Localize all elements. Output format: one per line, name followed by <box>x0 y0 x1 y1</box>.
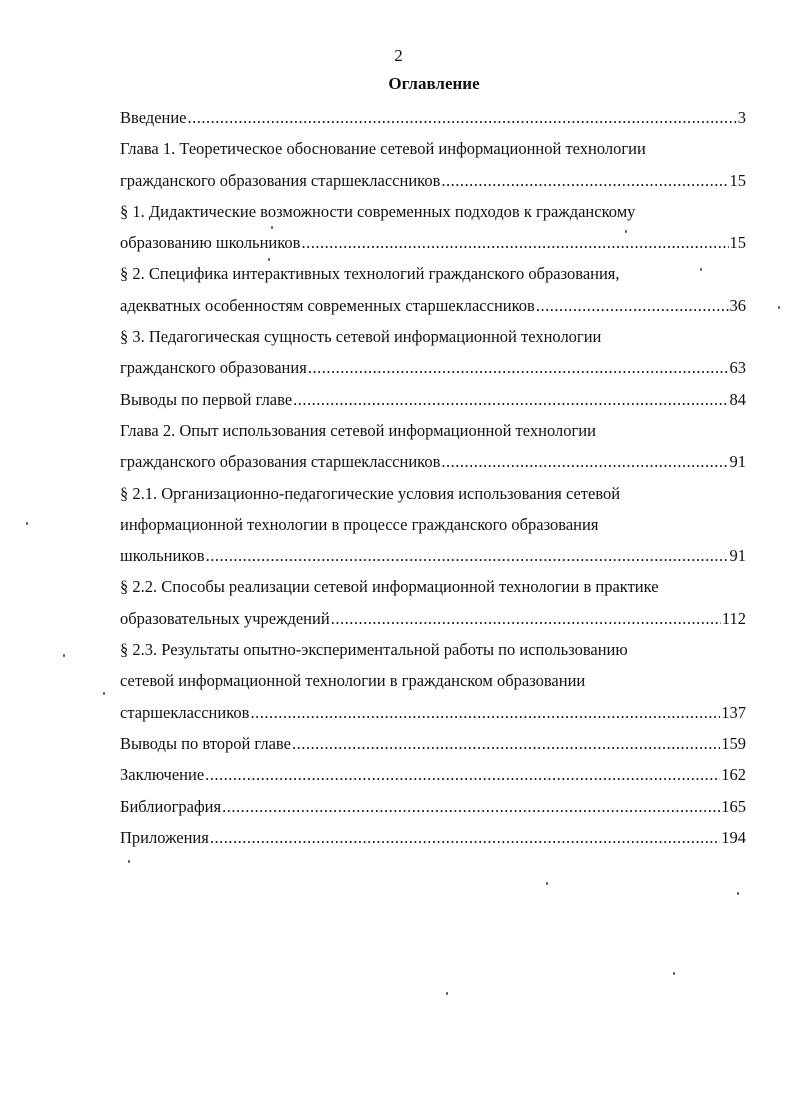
toc-entry-title: Библиография <box>120 796 222 816</box>
scan-speck <box>103 692 105 695</box>
toc-dot-leader <box>301 227 728 258</box>
scan-speck <box>128 860 130 863</box>
toc-entry <box>120 603 746 634</box>
toc-entry <box>120 102 746 133</box>
toc-entry-page: 137 <box>721 702 746 722</box>
toc-entry-page: 15 <box>729 170 746 190</box>
toc-dot-leader <box>441 165 728 196</box>
toc-entry <box>120 165 746 196</box>
toc-entry-title: гражданского образования <box>120 358 307 378</box>
toc-entry-line: сетевой информационной технологии в гражданском образовании <box>120 671 586 691</box>
toc-dot-leader <box>188 102 737 133</box>
toc-entry <box>120 697 746 728</box>
toc-dot-leader <box>441 446 728 477</box>
toc-entry-line: § 2.1. Организационно-педагогические условия использования сетевой <box>120 483 621 503</box>
toc-entry <box>120 728 746 759</box>
toc-dot-leader <box>222 791 720 822</box>
page-number: 2 <box>394 46 403 65</box>
toc-entry <box>120 352 746 383</box>
scan-speck <box>268 258 270 261</box>
toc-entry-page: 15 <box>729 233 746 253</box>
toc-entry-title: школьников <box>120 546 205 566</box>
table-of-contents <box>120 102 746 853</box>
toc-entry-page: 112 <box>721 608 746 628</box>
toc-entry-title: образованию школьников <box>120 233 301 253</box>
scan-speck <box>700 268 702 271</box>
toc-entry <box>120 290 746 321</box>
scan-speck <box>778 306 780 309</box>
toc-entry <box>120 822 746 853</box>
toc-entry-line: § 3. Педагогическая сущность сетевой информационной технологии <box>120 327 602 347</box>
toc-entry-line: § 2.3. Результаты опытно-экспериментальной работы по использованию <box>120 640 628 660</box>
toc-entry-line: § 2. Специфика интерактивных технологий гражданского образования, <box>120 264 620 284</box>
toc-entry-page: 36 <box>729 295 746 315</box>
toc-entry-page: 159 <box>721 733 746 753</box>
toc-dot-leader <box>308 352 729 383</box>
toc-entry <box>120 540 746 571</box>
toc-entry-page: 91 <box>729 452 746 472</box>
toc-dot-leader <box>210 822 720 853</box>
toc-entry-title: Выводы по первой главе <box>120 389 293 409</box>
toc-entry <box>120 446 746 477</box>
toc-entry-title: Заключение <box>120 765 205 785</box>
scan-speck <box>625 230 627 233</box>
toc-dot-leader <box>206 540 729 571</box>
toc-entry-title: Выводы по второй главе <box>120 733 291 753</box>
toc-entry-page: 165 <box>721 796 746 816</box>
toc-dot-leader <box>292 728 720 759</box>
toc-entry <box>120 791 746 822</box>
toc-dot-leader <box>205 759 720 790</box>
toc-title: Оглавление <box>388 74 480 93</box>
toc-entry <box>120 384 746 415</box>
toc-entry-line: информационной технологии в процессе гражданского образования <box>120 514 599 534</box>
scan-speck <box>546 882 548 885</box>
scan-speck <box>737 892 739 895</box>
toc-entry-title: Приложения <box>120 827 209 847</box>
scan-speck <box>63 654 65 657</box>
toc-dot-leader <box>536 290 729 321</box>
toc-entry-title: Введение <box>120 108 187 127</box>
toc-entry-title: гражданского образования старшеклассников <box>120 452 441 472</box>
scan-speck <box>673 972 675 975</box>
toc-entry-page: 3 <box>737 108 746 127</box>
toc-entry-page: 84 <box>729 389 746 409</box>
toc-entry-title: старшеклассников <box>120 702 250 722</box>
toc-entry-title: образовательных учреждений <box>120 608 330 628</box>
scan-speck <box>446 992 448 995</box>
toc-entry-line: § 2.2. Способы реализации сетевой информационной технологии в практике <box>120 577 659 597</box>
toc-dot-leader <box>250 697 720 728</box>
toc-entry-title: адекватных особенностям современных старшеклассников <box>120 295 535 315</box>
toc-entry-line: § 1. Дидактические возможности современных подходов к гражданскому <box>120 201 636 221</box>
toc-entry-page: 162 <box>721 765 746 785</box>
toc-entry-title: гражданского образования старшеклассников <box>120 170 441 190</box>
toc-entry-page: 194 <box>721 827 746 847</box>
toc-dot-leader <box>331 603 721 634</box>
toc-entry-page: 91 <box>729 546 746 566</box>
scan-speck <box>271 226 273 229</box>
toc-entry-page: 63 <box>729 358 746 378</box>
scan-speck <box>26 522 28 525</box>
toc-entry <box>120 227 746 258</box>
toc-entry-line: Глава 1. Теоретическое обоснование сетевой информационной технологии <box>120 139 646 159</box>
toc-entry <box>120 759 746 790</box>
toc-dot-leader <box>293 384 728 415</box>
toc-entry-line: Глава 2. Опыт использования сетевой информационной технологии <box>120 420 596 440</box>
